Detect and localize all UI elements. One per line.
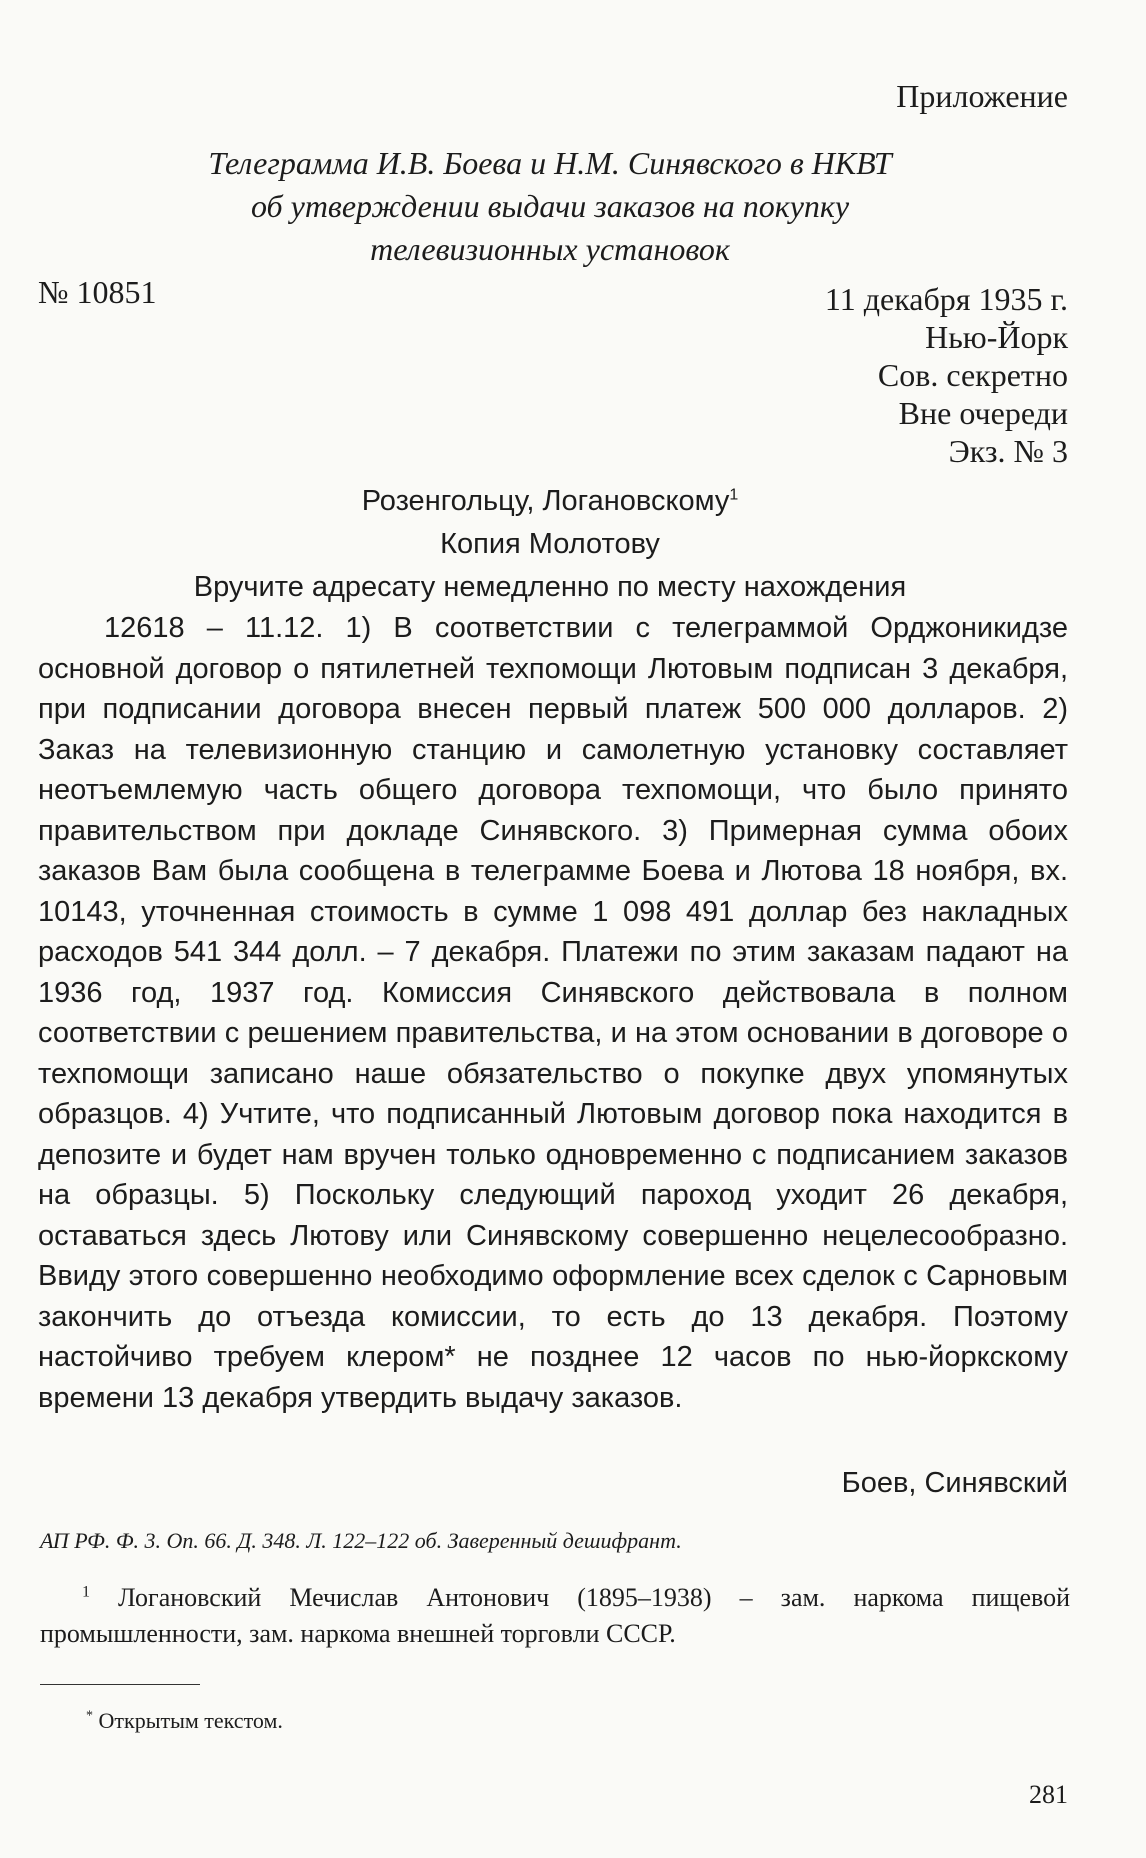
footnote-2-mark: * bbox=[86, 1708, 93, 1724]
secrecy-label: Сов. секретно bbox=[877, 357, 1068, 393]
copy-to-line: Копия Молотову bbox=[440, 528, 660, 560]
delivery-instruction: Вручите адресату немедленно по месту нахождения bbox=[193, 571, 907, 603]
addressee-line bbox=[120, 480, 980, 523]
document-city: Нью-Йорк bbox=[925, 319, 1068, 355]
document-date: 11 декабря 1935 г. bbox=[824, 281, 1068, 317]
footnote-1-text: Логановский Мечислав Антонович (1895–1938) – зам. наркома пищевой промышленности, зам. наркома внешней торговли СССР. bbox=[40, 1583, 1070, 1648]
footnote-2-text: Открытым текстом. bbox=[98, 1708, 283, 1733]
document-meta bbox=[825, 280, 1068, 470]
signature: Боев, Синявский bbox=[841, 1467, 1068, 1499]
title-line-3: телевизионных установок bbox=[370, 231, 730, 267]
document-title bbox=[120, 142, 980, 271]
title-line-1: Телеграмма И.В. Боева и Н.М. Синявского в НКВТ bbox=[208, 145, 892, 181]
appendix-label: Приложение bbox=[896, 78, 1068, 114]
telegram-body: 12618 – 11.12. 1) В соответствии с телеграммой Орджоникидзе основной договор о пятилетней техпомощи Лютовым подписан 3 декабря, при подписании договора внесен первый платеж 500 000 долларов. 2) Заказ на телевизионную станцию и самолетную установку составляет неотъемлемую часть общего договора техпомощи, что было принято правительством при докладе Синявского. 3) Примерная сумма обоих заказов Вам была сообщена в телеграмме Боева и Лютова 18 ноября, вх. 10143, уточненная стоимость в сумме 1 098 491 доллар без накладных расходов 541 344 долл. – 7 декабря. Платежи по этим заказам падают на 1936 год, 1937 год. Комиссия Синявского действовала в полном соответствии с решением правительства, и на этом основании в договоре о техпомощи записано наше обязательство о покупке двух упомянутых образцов. 4) Учтите, что подписанный Лютовым договор пока находится в депозите и будет нам вручен только одновременно с подписанием заказов на образцы. 5) Поскольку следующий пароход уходит 26 декабря, оставаться здесь Лютову или Синявскому совершенно нецелесообразно. Ввиду этого совершенно необходимо оформление всех сделок с Сарновым закончить до отъезда комиссии, то есть до 13 декабря. Поэтому настойчиво требуем клером* не позднее 12 часов по нью-йоркскому времени 13 декабря утвердить выдачу заказов. bbox=[38, 612, 1068, 1414]
footnote-divider bbox=[40, 1684, 200, 1685]
page-number: 281 bbox=[1029, 1780, 1068, 1809]
addressees-block bbox=[120, 480, 980, 609]
archive-source: АП РФ. Ф. 3. Оп. 66. Д. 348. Л. 122–122 об. Заверенный дешифрант. bbox=[40, 1528, 682, 1553]
footnote-2 bbox=[86, 1708, 283, 1734]
title-line-2: об утверждении выдачи заказов на покупку bbox=[250, 188, 850, 224]
footnote-1 bbox=[40, 1580, 1070, 1652]
priority-label: Вне очереди bbox=[898, 395, 1068, 431]
footnote-ref-1: 1 bbox=[729, 486, 739, 504]
footnote-1-mark: 1 bbox=[82, 1583, 90, 1601]
copy-number: Экз. № 3 bbox=[948, 433, 1068, 469]
addressee-names: Розенгольцу, Логановскому bbox=[361, 485, 730, 517]
document-number: № 10851 bbox=[38, 274, 157, 310]
